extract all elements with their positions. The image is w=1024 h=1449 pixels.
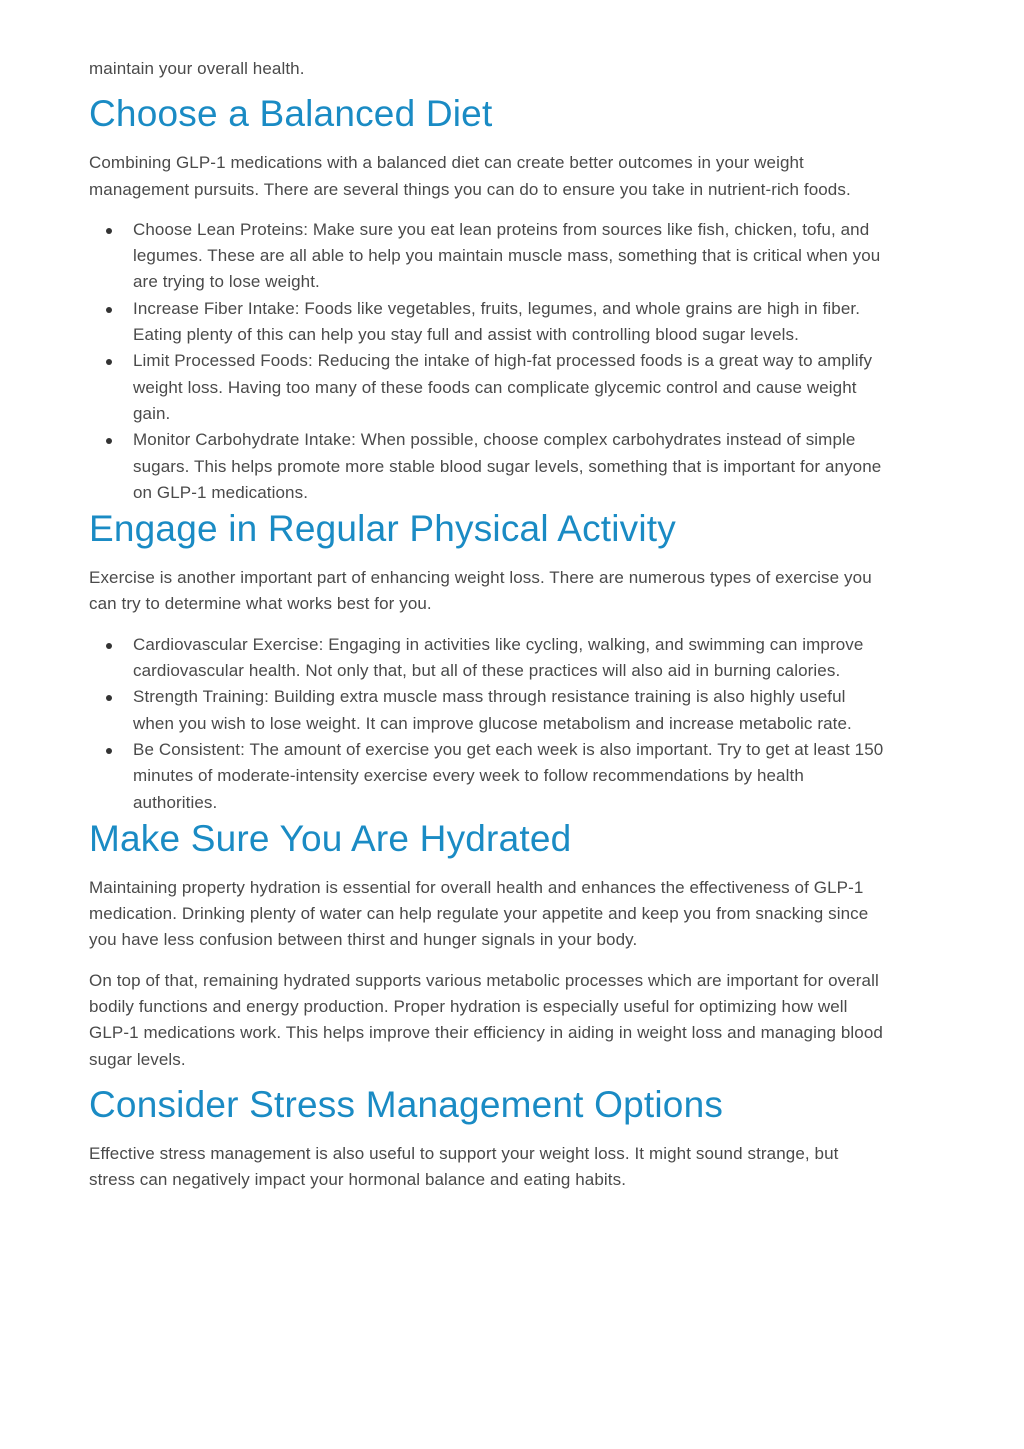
bullet-list bbox=[89, 632, 889, 816]
section-stress-management bbox=[89, 1082, 889, 1194]
paragraph: Combining GLP-1 medications with a balanced diet can create better outcomes in your weight management pursuits. There are several things you can do to ensure you take in nutrient-rich foods. bbox=[89, 153, 851, 199]
list-item: Limit Processed Foods: Reducing the intake of high-fat processed foods is a great way to amplify weight loss. Having too many of these foods can complicate glycemic control and cause weight gain. bbox=[133, 348, 889, 427]
list-item: Cardiovascular Exercise: Engaging in activities like cycling, walking, and swimming can improve cardiovascular health. Not only that, but all of these practices will also aid in burning calories. bbox=[133, 632, 889, 685]
section-balanced-diet bbox=[89, 91, 889, 506]
intro-paragraph: maintain your overall health. bbox=[89, 59, 305, 78]
heading-hydration: Make Sure You Are Hydrated bbox=[89, 817, 572, 859]
heading-balanced-diet: Choose a Balanced Diet bbox=[89, 93, 493, 135]
document-page bbox=[89, 56, 889, 1194]
bullet-list bbox=[89, 217, 889, 506]
heading-stress-management: Consider Stress Management Options bbox=[89, 1083, 724, 1125]
paragraph: Maintaining property hydration is essential for overall health and enhances the effectiveness of GLP-1 medication. Drinking plenty of water can help regulate your appetite and keep you from snacking since you have less confusion between thirst and hunger signals in your body. bbox=[89, 877, 869, 950]
list-item: Strength Training: Building extra muscle mass through resistance training is also highly useful when you wish to lose weight. It can improve glucose metabolism and increase metabolic rate. bbox=[133, 684, 889, 737]
list-item: Choose Lean Proteins: Make sure you eat lean proteins from sources like fish, chicken, tofu, and legumes. These are all able to help you maintain muscle mass, something that is critical when you are trying to lose weight. bbox=[133, 217, 889, 296]
list-item: Monitor Carbohydrate Intake: When possible, choose complex carbohydrates instead of simple sugars. This helps promote more stable blood sugar levels, something that is important for anyone on GLP-1 medications. bbox=[133, 427, 889, 506]
paragraph: Effective stress management is also useful to support your weight loss. It might sound strange, but stress can negatively impact your hormonal balance and eating habits. bbox=[89, 1143, 839, 1190]
section-physical-activity bbox=[89, 506, 889, 816]
section-hydration bbox=[89, 816, 889, 1082]
paragraph: On top of that, remaining hydrated supports various metabolic processes which are important for overall bodily functions and energy production. Proper hydration is especially useful for optimizing how well GLP-1 medications work. This helps improve their efficiency in aiding in weight loss and managing blood sugar levels. bbox=[89, 970, 883, 1069]
list-item: Be Consistent: The amount of exercise you get each week is also important. Try to get at least 150 minutes of moderate-intensity exercise every week to follow recommendations by health authorities. bbox=[133, 737, 889, 816]
paragraph: Exercise is another important part of enhancing weight loss. There are numerous types of exercise you can try to determine what works best for you. bbox=[89, 568, 872, 614]
heading-physical-activity: Engage in Regular Physical Activity bbox=[89, 508, 676, 550]
list-item: Increase Fiber Intake: Foods like vegetables, fruits, legumes, and whole grains are high in fiber. Eating plenty of this can help you stay full and assist with controlling blood sugar levels. bbox=[133, 296, 889, 349]
